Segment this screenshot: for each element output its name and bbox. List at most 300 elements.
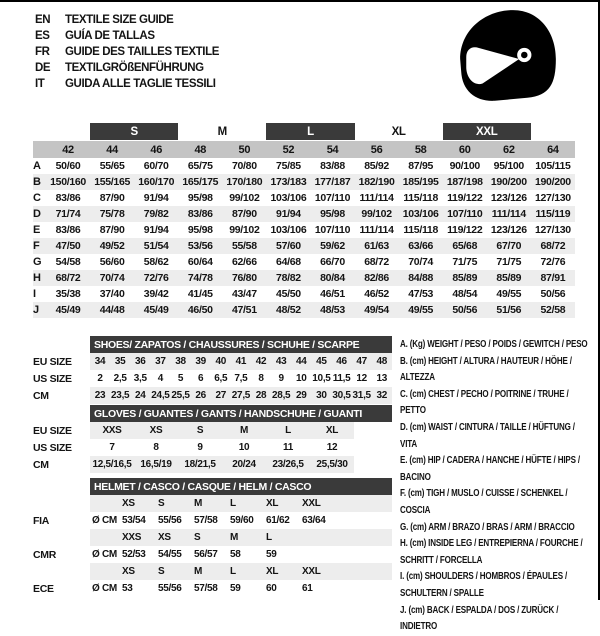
measurement-value: 52/58 [540,304,566,316]
measurement-value: 187/198 [446,176,483,188]
measurement-row [33,254,575,270]
measurement-value: 82/86 [364,272,389,284]
shoes-value: 31,5 [352,390,371,401]
measurement-value: 39/42 [143,288,169,300]
shoes-row-label: EU SIZE [33,355,72,368]
measurement-value: 48/53 [320,304,345,316]
measurement-row-label: A [33,160,41,172]
shoes-value: 6,5 [214,373,228,384]
helmet-size-label: L [230,566,236,577]
measurement-value: 85/89 [496,272,522,284]
measurement-row-label: B [33,176,41,188]
guide-title: GUIDE DES TAILLES TEXTILE [65,46,219,58]
measurement-value: 50/56 [540,288,566,300]
language-row [35,28,219,44]
measurement-value: 87/91 [540,272,566,284]
helmet-unit-spacer [90,563,122,580]
size-number: 58 [414,143,427,156]
helmet-value: 61/62 [266,515,290,526]
measurement-value: 90/100 [449,160,480,172]
shoes-value: 5 [177,373,184,384]
measurement-value: 47/51 [231,304,257,316]
measurement-value: 107/110 [447,208,483,220]
helmet-values [90,580,392,597]
shoes-row-values [90,353,392,370]
measurement-value: 87/90 [231,208,257,220]
measurement-value: 68/72 [364,256,389,268]
gloves-table-title: GLOVES / GUANTES / GANTS / HANDSCHUHE / GUANTI [90,405,392,422]
helmet-value: 59 [230,583,241,594]
measurement-value: 70/74 [99,272,125,284]
measurement-value: 83/86 [187,208,213,220]
shoes-value: 24,5 [151,390,170,401]
shoes-value: 35 [114,356,126,367]
size-group-cell: XL [391,125,406,138]
measurement-value: 115/118 [403,224,439,236]
helmet-size-label: XXS [122,532,142,543]
measurement-row [33,270,575,286]
helmet-value-row [33,546,392,563]
gloves-row [33,422,392,439]
gloves-value: 12,5/16,5 [92,459,132,470]
measurement-value: 47/53 [408,288,434,300]
measurement-row [33,302,575,318]
helmet-unit-label: Ø CM [92,583,117,594]
helmet-size-label: M [230,532,239,543]
measurement-value: 111/114 [359,224,394,236]
size-number: 44 [106,143,118,156]
measurement-value: 74/78 [187,272,213,284]
helmet-values [90,546,392,563]
measurement-value: 95/98 [187,192,213,204]
measurement-value: 45/49 [55,304,81,316]
gloves-row-values [90,422,354,439]
shoes-table [33,336,392,404]
gloves-table [33,405,392,473]
shoes-value: 45 [316,356,327,367]
measurement-value: 95/100 [493,160,524,172]
measurement-value: 127/130 [534,224,571,236]
shoes-value: 27 [215,390,227,401]
language-code: FR [35,46,50,58]
size-group-cell: XXL [443,123,531,140]
helmet-size-label: XXL [302,566,321,577]
helmet-value [302,546,338,563]
gloves-value: L [285,425,291,436]
shoes-row [33,353,392,370]
helmet-value-row [33,512,392,529]
measurement-value: 91/94 [276,208,301,220]
shoes-value: 9 [278,373,284,384]
helmet-unit-label: Ø CM [92,549,117,560]
measurement-value: 48/54 [452,288,478,300]
helmet-size-label: S [158,498,165,509]
measurement-value: 58/62 [143,256,169,268]
language-row [35,12,219,28]
gloves-row-label: EU SIZE [33,424,72,437]
shoes-value: 27,5 [231,390,251,401]
gloves-value: 10 [238,442,250,453]
shoes-value: 48 [376,356,388,367]
measurement-value: 87/95 [408,160,434,172]
measurement-value: 76/80 [231,272,257,284]
helmet-size-label: L [266,532,272,543]
measurement-value: 115/119 [535,208,571,220]
size-header-row [33,141,575,158]
measurement-value: 70/74 [408,256,434,268]
size-group-cell: L [266,123,354,140]
measurement-value: 48/52 [276,304,301,316]
measurement-value: 177/187 [314,176,351,188]
gloves-value: 9 [197,442,203,453]
measurement-value: 71/75 [496,256,522,268]
helmet-size-row-spacer [33,495,90,512]
measurement-value: 55/58 [231,240,257,252]
measurement-value: 54/58 [55,256,81,268]
measurement-value: 123/126 [490,224,527,236]
gloves-row [33,456,392,473]
legend-item: G. (cm) ARM / BRAZO / BRAS / ARM / BRACCIO [400,521,575,533]
shoes-value: 36 [135,356,146,367]
helmet-value: 60 [266,583,277,594]
shoes-value: 13 [376,373,388,384]
shoes-value: 23 [94,390,106,401]
shoes-value: 39 [195,356,206,367]
legend-item: A. (Kg) WEIGHT / PESO / POIDS / GEWITCH / PESO [400,339,588,350]
shoes-value: 29 [296,390,307,401]
size-group-row [33,122,575,141]
measurement-value: 50/56 [452,304,478,316]
shoes-value: 23,5 [111,390,130,401]
measurement-value: 160/170 [138,176,175,188]
measurement-value: 35/38 [55,288,81,300]
legend-item: E. (cm) HIP / CADERA / HANCHE / HÜFTE / HIPS / BACINO [400,455,580,483]
shoes-value: 11,5 [332,373,351,384]
measurement-value: 60/64 [187,256,213,268]
shoes-value: 10,5 [312,373,331,384]
gloves-value: XXS [102,425,122,436]
language-code: ES [35,30,50,42]
helmet-size-labels [90,563,392,580]
shoes-row [33,370,392,387]
shoes-value: 3,5 [133,373,147,384]
helmet-value: 55/56 [158,583,182,594]
measurement-row [33,238,575,254]
helmet-size-row-spacer [33,563,90,580]
helmet-size-label: M [194,566,203,577]
shoes-row-values [90,370,392,387]
measurement-value: 115/118 [403,192,439,204]
shoes-value: 25,5 [171,390,190,401]
shoes-row-label: CM [33,389,49,402]
measurement-value: 103/106 [270,192,307,204]
helmet-size-label [302,529,338,546]
shoes-value: 34 [94,356,106,367]
measurement-value: 165/175 [182,176,219,188]
measurement-value: 72/76 [143,272,169,284]
size-group-cell: M [217,125,227,138]
measurement-value: 107/110 [314,192,351,204]
shoes-table-title: SHOES/ ZAPATOS / CHAUSSURES / SCHUHE / SCARPE [90,336,392,353]
helmet-value: 58 [230,549,241,560]
measurement-row-label: J [33,304,39,316]
measurement-value: 190/200 [534,176,571,188]
measurement-value: 46/51 [320,288,345,300]
helmet-values [90,512,392,529]
measurement-row-label: G [33,256,42,268]
helmet-value: 59/60 [230,515,254,526]
shoes-value: 8 [258,373,264,384]
measurement-row [33,158,575,174]
measurement-row [33,286,575,302]
measurement-value: 83/88 [320,160,345,172]
shoes-table-body [33,353,392,404]
measurement-value: 62/66 [231,256,257,268]
helmet-unit-spacer [90,495,122,512]
shoes-value: 28,5 [272,390,291,401]
helmet-size-row [33,495,392,512]
shoes-value: 7,5 [234,373,248,384]
helmet-value-row [33,580,392,597]
gloves-value: 18/21,5 [184,459,216,470]
helmet-standard-label: CMR [33,548,57,561]
measurement-value: 45/49 [143,304,169,316]
measurement-row-label: H [33,272,41,284]
guide-title: GUIDA ALLE TAGLIE TESSILI [65,78,216,90]
language-row [35,76,219,92]
helmet-value: 56/57 [194,549,218,560]
measurement-value: 105/115 [535,160,571,172]
measurement-value: 111/114 [359,192,394,204]
helmet-size-label: L [230,498,236,509]
measurement-value: 53/56 [187,240,213,252]
helmet-value: 53/54 [122,515,146,526]
measurement-row-label: D [33,208,41,220]
helmet-value: 63/64 [302,515,326,526]
measurement-value: 170/180 [226,176,263,188]
measurement-value: 87/90 [99,224,125,236]
gloves-value: 16,5/19 [140,459,172,470]
measurement-value: 71/75 [452,256,478,268]
shoes-value: 30 [316,390,327,401]
shoes-value: 12 [356,373,367,384]
guide-title: TEXTILGRÖßENFÜHRUNG [65,62,204,74]
shoes-value: 4 [157,373,164,384]
measurement-value: 37/40 [99,288,125,300]
measurement-value: 123/126 [490,192,527,204]
measurement-value: 99/102 [361,208,392,220]
measurement-value: 47/50 [55,240,81,252]
size-number: 46 [150,143,163,156]
size-number: 42 [62,143,74,156]
measurement-value: 68/72 [540,240,566,252]
measurement-value: 91/94 [143,192,169,204]
helmet-table-title: HELMET / CASCO / CASQUE / HELM / CASCO [90,478,392,495]
measurement-value: 99/102 [229,224,260,236]
helmet-value: 57/58 [194,515,218,526]
shoes-value: 41 [235,356,247,367]
measurement-value: 50/60 [55,160,81,172]
measurement-row-label: E [33,224,41,236]
measurement-value: 119/122 [447,192,483,204]
size-row-spacer [33,141,46,158]
measurement-value: 103/106 [270,224,307,236]
shoes-value: 2 [97,373,103,384]
language-row [35,60,219,76]
measurement-row-label: I [33,288,36,300]
gloves-row-values [90,456,354,473]
measurement-value: 85/89 [452,272,478,284]
measurement-value: 57/60 [276,240,301,252]
measurement-value: 67/70 [496,240,522,252]
measurement-value: 173/183 [270,176,307,188]
measurement-value: 41/45 [187,288,213,300]
measurement-value: 190/200 [490,176,527,188]
measurement-value: 80/84 [320,272,345,284]
language-code: DE [35,62,51,74]
helmet-table-body [33,495,392,597]
measurement-value: 63/66 [408,240,434,252]
helmet-size-label: S [194,532,201,543]
helmet-value: 59 [266,549,277,560]
measurement-row-label: F [33,240,40,252]
legend-item: J. (cm) BACK / ESPALDA / DOS / ZURÜCK / INDIETRO [400,604,559,633]
helmet-value: 57/58 [194,583,218,594]
gloves-value: XS [149,425,163,436]
shoes-value: 28 [255,390,267,401]
measurement-value: 83/86 [55,192,81,204]
legend-item: F. (cm) TIGH / MUSLO / CUISSE / SCHENKEL / COSCIA [400,488,568,516]
measurement-value: 78/82 [276,272,301,284]
measurement-value: 60/70 [143,160,169,172]
gloves-row-label: US SIZE [33,441,72,454]
measurement-value: 49/55 [496,288,522,300]
measurement-value: 70/80 [231,160,257,172]
gloves-value: S [196,425,204,436]
helmet-table [33,478,392,597]
shoes-value: 43 [275,356,287,367]
size-group-spacer [33,122,46,141]
size-number: 64 [547,143,559,156]
measurement-value: 43/47 [231,288,257,300]
legend-item: D. (cm) WAIST / CINTURA / TAILLE / HÜFTUNG / VITA [400,421,575,450]
gloves-value: 11 [283,442,293,453]
helmet-icon [452,6,564,108]
helmet-size-label: XS [158,532,171,543]
measurement-value: 83/86 [55,224,81,236]
shoes-value: 38 [175,356,186,367]
size-group-cell: S [90,123,178,140]
measurement-value: 68/72 [55,272,81,284]
guide-title: GUÍA DE TALLAS [65,30,155,42]
shoes-value: 10 [296,373,307,384]
legend-item: H. (cm) INSIDE LEG / ENTREPIERNA / FOURCHE / SCHRITT / FORCELLA [400,538,583,566]
measurement-value: 103/106 [402,208,439,220]
shoes-value: 24 [135,390,146,401]
measurement-value: 107/110 [314,224,351,236]
shoes-value: 26 [195,390,206,401]
shoes-value: 2,5 [113,373,127,384]
language-code: EN [35,14,51,26]
measurement-value: 95/98 [187,224,213,236]
measurement-value: 55/65 [99,160,125,172]
helmet-size-label: XXL [302,498,321,509]
gloves-row [33,439,392,456]
shoes-value: 30,5 [332,390,351,401]
size-number: 60 [458,143,471,156]
measurement-row [33,174,575,190]
shoes-value: 44 [296,356,307,367]
measurement-row [33,206,575,222]
gloves-row-values [90,439,354,456]
gloves-value: 7 [109,442,115,453]
measurement-value: 49/54 [364,304,389,316]
measurement-value: 91/94 [143,224,169,236]
measurement-value: 87/90 [99,192,125,204]
measurement-value: 59/62 [320,240,345,252]
shoes-value: 32 [376,390,388,401]
shoes-value: 40 [215,356,227,367]
size-number: 54 [326,143,339,156]
helmet-size-label: M [194,498,203,509]
measurement-value: 51/54 [143,240,169,252]
helmet-value: 54/55 [158,549,182,560]
shoes-value: 6 [198,373,204,384]
helmet-size-label: XL [266,566,279,577]
measurement-value: 111/114 [491,208,526,220]
shoes-row [33,387,392,404]
measurement-value: 61/63 [364,240,389,252]
shoes-row-values [90,387,392,404]
legend-item: I. (cm) SHOULDERS / HOMBROS / ÉPAULES / SCHULTERN / SPALLE [400,571,568,599]
gloves-value: 20/24 [232,459,256,470]
helmet-size-label: S [158,566,165,577]
gloves-value: XL [325,425,339,436]
measurement-value: 75/78 [99,208,125,220]
shoes-value: 46 [336,356,347,367]
measurement-value: 65/68 [452,240,478,252]
helmet-size-label: XL [266,498,279,509]
top-frame-line [0,0,600,2]
measurement-value: 155/165 [94,176,131,188]
size-number: 62 [503,143,515,156]
shoes-value: 42 [255,356,267,367]
measurement-value: 45/50 [276,288,301,300]
size-group-cell [46,123,90,140]
gloves-value: M [239,425,249,436]
measurement-value: 56/60 [99,256,125,268]
language-row [35,44,219,60]
helmet-size-label: XS [122,566,135,577]
helmet-size-row [33,563,392,580]
helmet-size-labels [90,495,392,512]
shoes-value: 37 [155,356,166,367]
measurement-value: 85/92 [364,160,389,172]
gloves-value: 23/26,5 [272,459,304,470]
gloves-table-body [33,422,392,473]
size-number: 50 [238,143,251,156]
helmet-unit-label: Ø CM [92,515,117,526]
measurement-value: 79/82 [143,208,169,220]
shoes-row-label: US SIZE [33,372,72,385]
measurement-value: 44/48 [99,304,125,316]
shoes-value: 47 [356,356,367,367]
measurement-value: 99/102 [229,192,260,204]
gloves-value: 8 [153,442,159,453]
measurement-value: 72/76 [540,256,566,268]
measurement-value: 66/70 [320,256,345,268]
gloves-value: 12 [326,442,338,453]
